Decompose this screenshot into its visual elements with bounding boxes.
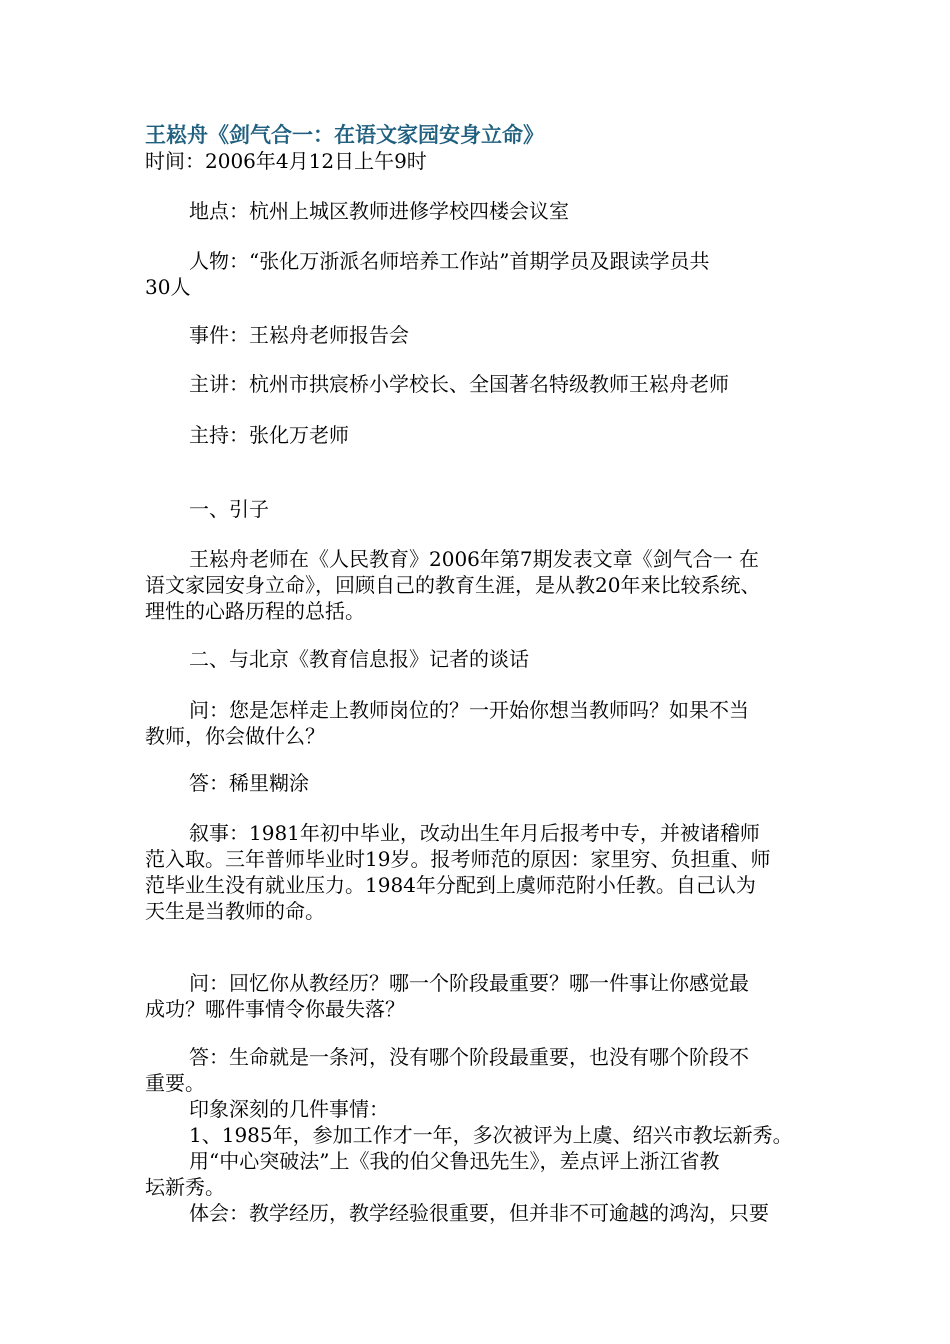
answer-1-line: 答：稀里糊涂 — [189, 771, 309, 795]
narrative-line-2: 范入取。三年普师毕业时19岁。报考师范的原因：家里穷、负担重、师 — [145, 847, 771, 871]
answer-1-paragraph — [145, 770, 825, 796]
question-1-line-1: 问：您是怎样走上教师岗位的？一开始你想当教师吗？如果不当 — [189, 698, 749, 722]
answer-2-line-5: 用“中心突破法”上《我的伯父鲁迅先生》，差点评上浙江省教 — [189, 1149, 720, 1173]
narrative-line-4: 天生是当教师的命。 — [145, 899, 325, 923]
narrative-line-1: 叙事：1981年初中毕业，改动出生年月后报考中专，并被诸稽师 — [189, 821, 760, 845]
host-line: 主持：张化万老师 — [189, 423, 349, 447]
answer-2-paragraph — [145, 1044, 825, 1226]
answer-2-line-7: 体会：教学经历，教学经验很重要，但并非不可逾越的鸿沟，只要 — [189, 1201, 769, 1225]
question-1-line-2: 教师，你会做什么？ — [145, 724, 325, 748]
event-paragraph — [145, 322, 825, 348]
question-2-paragraph — [145, 970, 825, 1022]
intro-paragraph — [145, 546, 825, 624]
time-line: 时间：2006年4月12日上午9时 — [145, 149, 427, 173]
people-paragraph — [145, 248, 825, 300]
intro-line-2: 语文家园安身立命》，回顾自己的教育生涯，是从教20年来比较系统、 — [145, 573, 761, 597]
section-heading-2 — [145, 646, 825, 672]
intro-line-1: 王崧舟老师在《人民教育》2006年第7期发表文章《剑气合一 在 — [189, 547, 759, 571]
answer-2-line-3: 印象深刻的几件事情： — [189, 1097, 389, 1121]
section-heading-1 — [145, 496, 825, 522]
section-1-title: 一、引子 — [189, 497, 269, 521]
narrative-paragraph — [145, 820, 825, 924]
intro-line-3: 理性的心路历程的总括。 — [145, 599, 365, 623]
place-line: 地点：杭州上城区教师进修学校四楼会议室 — [189, 199, 569, 223]
speaker-line: 主讲：杭州市拱宸桥小学校长、全国著名特级教师王崧舟老师 — [189, 372, 729, 396]
time-paragraph — [145, 148, 825, 174]
speaker-paragraph — [145, 371, 825, 397]
event-line: 事件：王崧舟老师报告会 — [189, 323, 409, 347]
section-2-title: 二、与北京《教育信息报》记者的谈话 — [189, 647, 529, 671]
document-title: 王崧舟《剑气合一：在语文家园安身立命》 — [145, 122, 544, 147]
people-line-1: 人物：“张化万浙派名师培养工作站”首期学员及跟读学员共 — [189, 249, 710, 273]
place-paragraph — [145, 198, 825, 224]
question-2-line-1: 问：回忆你从教经历？哪一个阶段最重要？哪一件事让你感觉最 — [189, 971, 749, 995]
answer-2-line-1: 答：生命就是一条河，没有哪个阶段最重要，也没有哪个阶段不 — [189, 1045, 749, 1069]
answer-2-line-6: 坛新秀。 — [145, 1175, 225, 1199]
narrative-line-3: 范毕业生没有就业压力。1984年分配到上虞师范附小任教。自己认为 — [145, 873, 756, 897]
answer-2-line-2: 重要。 — [145, 1071, 205, 1095]
question-1-paragraph — [145, 697, 825, 749]
host-paragraph — [145, 422, 825, 448]
question-2-line-2: 成功？哪件事情令你最失落？ — [145, 997, 405, 1021]
people-line-2: 30人 — [145, 275, 191, 299]
answer-2-line-4: 1、1985年，参加工作才一年，多次被评为上虞、绍兴市教坛新秀。 — [189, 1123, 793, 1147]
